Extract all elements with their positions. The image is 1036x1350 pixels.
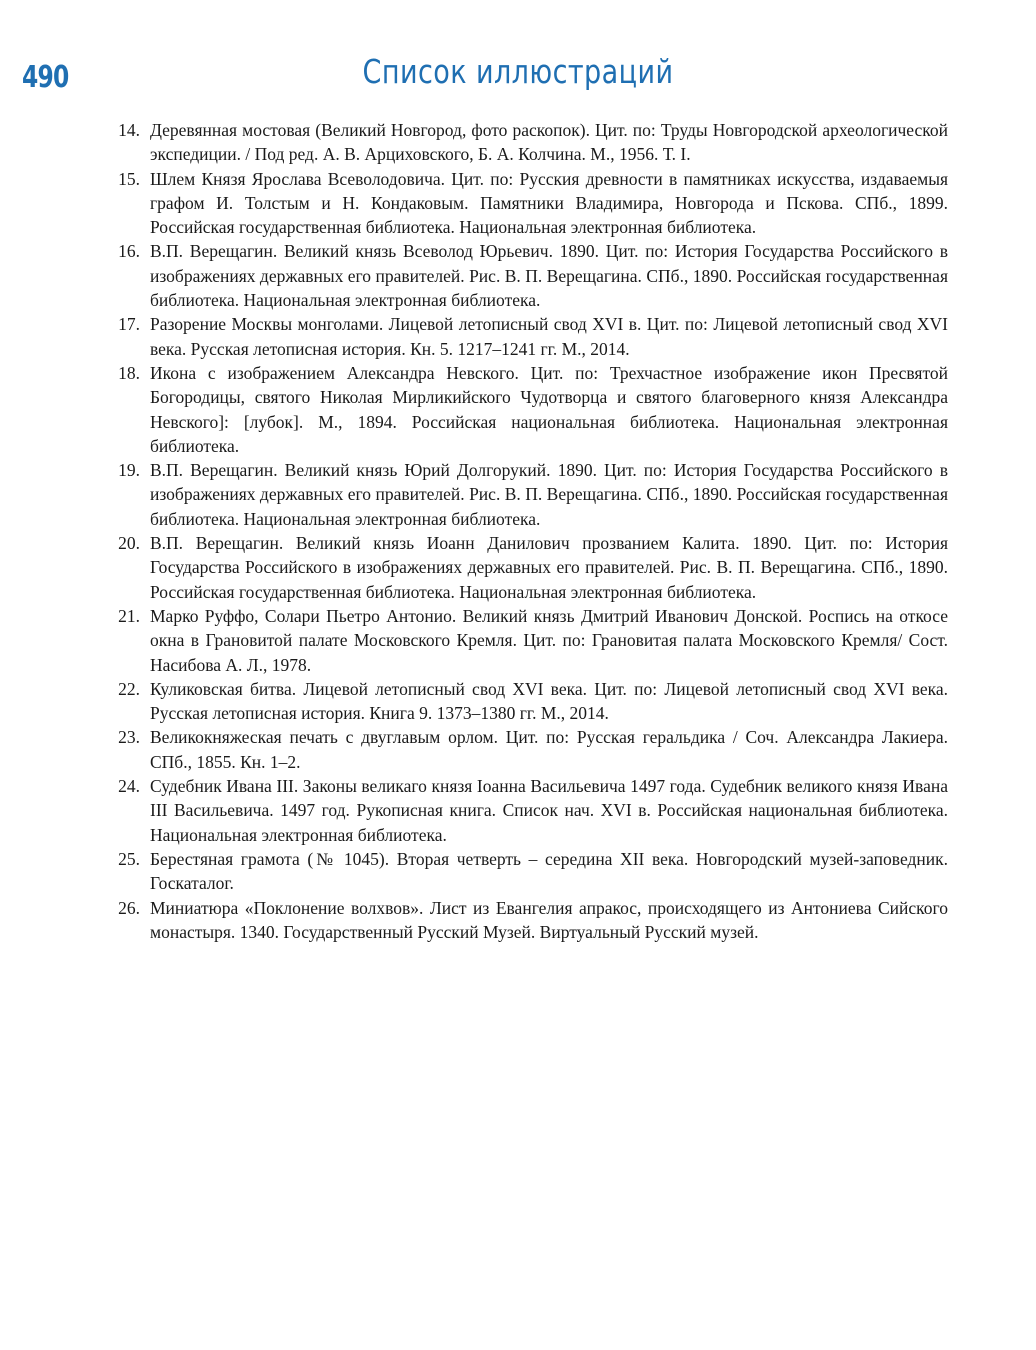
item-text: Судебник Ивана III. Законы великаго князя Іоанна Васильевича 1497 года. Судебник великого князя Ивана III Васильевича. 1497 год. Рукописная книга. Список нач. XVI в. Российская национальная библиотека. Национальная электронная библиотека. [150, 776, 948, 845]
item-text: В.П. Верещагин. Великий князь Юрий Долгорукий. 1890. Цит. по: История Государства Российского в изображениях державных его правителей. Рис. В. П. Верещагина. СПб., 1890. Российская государственная библиотека. Национальная электронная библиотека. [150, 460, 948, 529]
item-text: Шлем Князя Ярослава Всеволодовича. Цит. по: Русския древности в памятниках искусства, издаваемыя графом И. Толстым и Н. Кондаковым. Памятники Владимира, Новгорода и Пскова. СПб., 1899. Российская государственная библиотека. Национальная электронная библиотека. [150, 168, 948, 238]
page-title: Список иллюстраций [362, 52, 674, 91]
list-item [108, 677, 948, 726]
item-number: 24. [118, 776, 140, 797]
item-number: 14. [118, 120, 140, 140]
item-number: 15. [118, 168, 140, 189]
list-item [108, 118, 948, 167]
list-item [108, 531, 948, 604]
list-item [108, 725, 948, 774]
item-number: 18. [118, 362, 140, 383]
item-number: 25. [118, 848, 140, 869]
item-number: 17. [118, 314, 140, 335]
item-text: Берестяная грамота (№ 1045). Вторая четверть – середина XII века. Новгородский музей-заповедник. Госкаталог. [150, 848, 948, 894]
item-text: Куликовская битва. Лицевой летописный свод XVI века. Цит. по: Лицевой летописный свод XVI века. Русская летописная история. Книга 9. 1373–1380 гг. М., 2014. [150, 678, 948, 724]
list-item [108, 896, 948, 945]
item-text: В.П. Верещагин. Великий князь Иоанн Данилович прозванием Калита. 1890. Цит. по: История Государства Российского в изображениях державных его правителей. Рис. В. П. Верещагина. СПб., 1890. Российская государственная библиотека. Национальная электронная библиотека. [150, 533, 948, 602]
illustration-list [108, 118, 948, 944]
list-item [108, 167, 948, 240]
item-number: 22. [118, 678, 140, 699]
list-item [108, 458, 948, 531]
list-item [108, 312, 948, 361]
item-number: 19. [118, 460, 140, 481]
item-number: 20. [118, 533, 140, 554]
list-item [108, 604, 948, 677]
list-item [108, 774, 948, 847]
item-number: 16. [118, 241, 140, 262]
list-item [108, 239, 948, 312]
item-text: Деревянная мостовая (Великий Новгород, фото раскопок). Цит. по: Труды Новгородской археологической экспедиции. / Под ред. А. В. Арциховского, Б. А. Колчина. М., 1956. Т. I. [150, 120, 948, 165]
item-text: Миниатюра «Поклонение волхвов». Лист из Евангелия апракос, происходящего из Антониева Сийского монастыря. 1340. Государственный Русский Музей. Виртуальный Русский музей. [150, 897, 948, 942]
item-text: В.П. Верещагин. Великий князь Всеволод Юрьевич. 1890. Цит. по: История Государства Российского в изображениях державных его правителей. Рис. В. П. Верещагина. СПб., 1890. Российская государственная библиотека. Национальная электронная библиотека. [150, 241, 948, 311]
item-number: 21. [118, 605, 140, 626]
item-text: Великокняжеская печать с двуглавым орлом. Цит. по: Русская геральдика / Соч. Александра Лакиера. СПб., 1855. Кн. 1–2. [150, 727, 948, 772]
list-item [108, 847, 948, 896]
item-number: 23. [118, 727, 140, 748]
list-item [108, 361, 948, 458]
item-number: 26. [118, 897, 140, 918]
page-number: 490 [22, 60, 69, 95]
item-text: Икона с изображением Александра Невского. Цит. по: Трехчастное изображение икон Пресвятой Богородицы, святого Николая Мирликийского Чудотворца и святого благоверного князя Александра Невского]: [лубок]. М., 1894. Российская национальная библиотека. Национальная электронная библиотека. [150, 362, 948, 456]
item-text: Разорение Москвы монголами. Лицевой летописный свод XVI в. Цит. по: Лицевой летописный свод XVI века. Русская летописная история. Кн. 5. 1217–1241 гг. М., 2014. [150, 314, 948, 359]
item-text: Марко Руффо, Солари Пьетро Антонио. Великий князь Дмитрий Иванович Донской. Роспись на откосе окна в Грановитой палате Московского Кремля. Цит. по: Грановитая палата Московского Кремля/ Сост. Насибова А. Л., 1978. [150, 605, 948, 675]
